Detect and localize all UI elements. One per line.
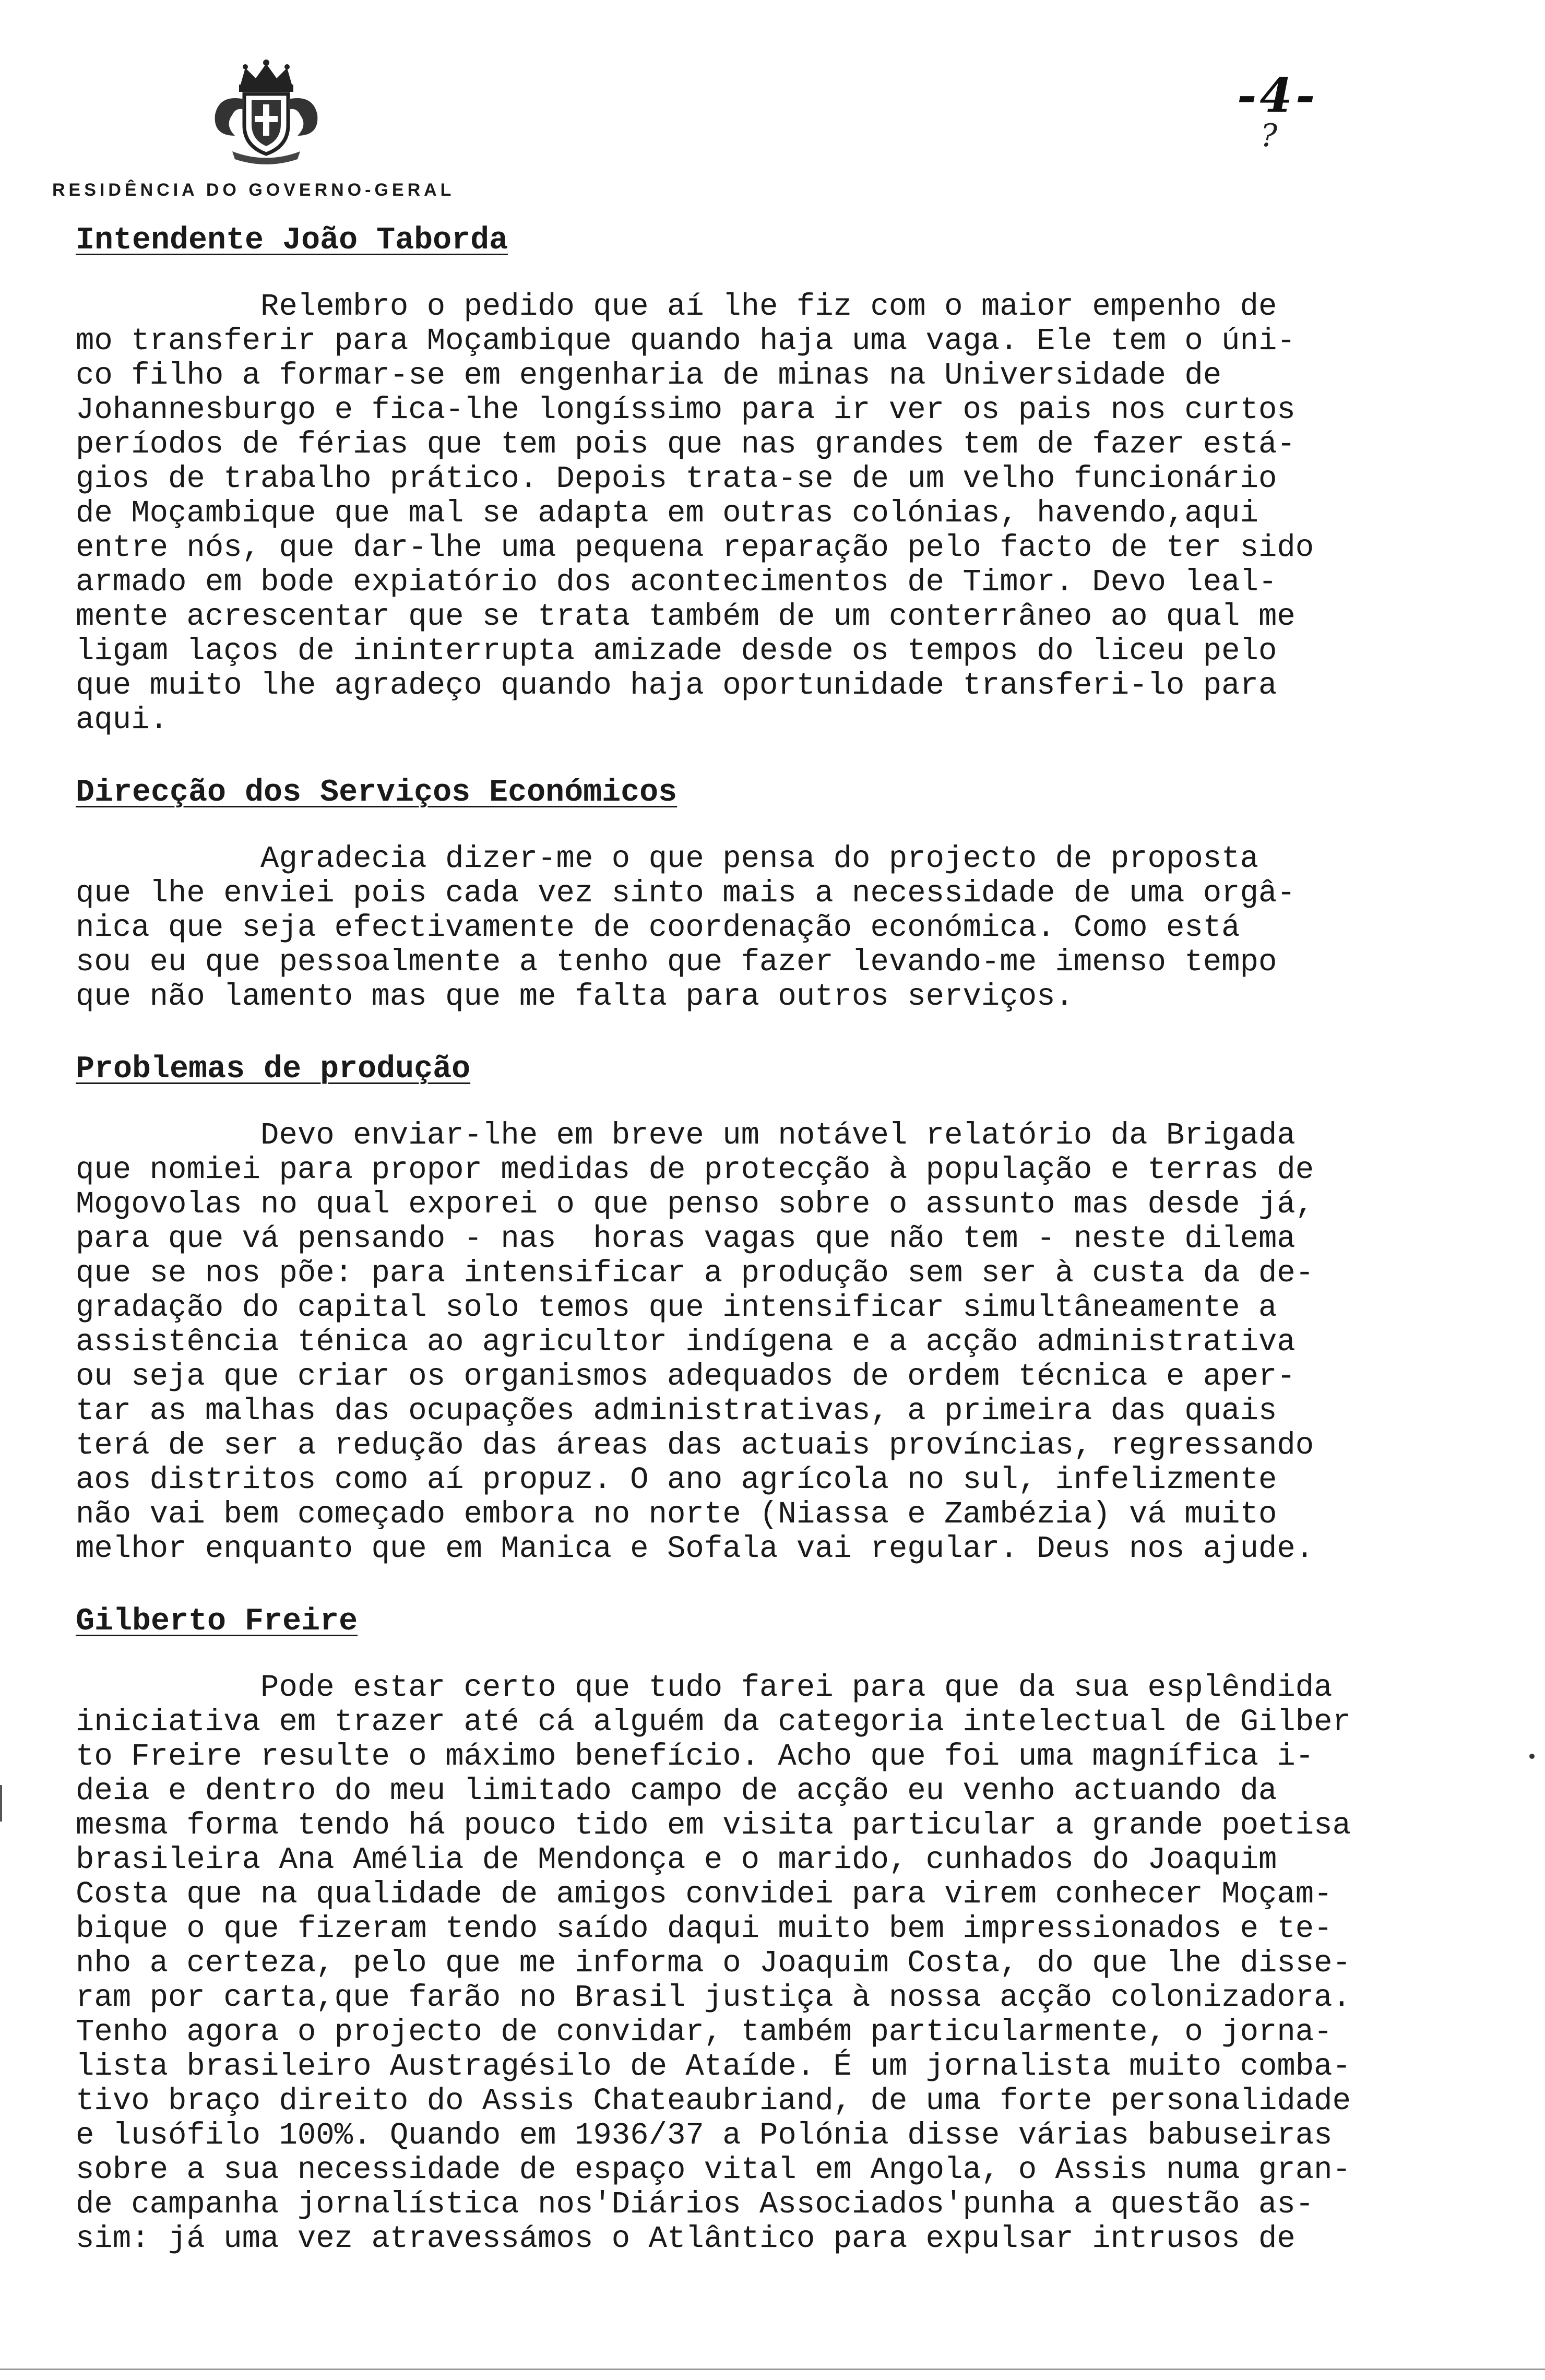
margin-tick bbox=[0, 1785, 2, 1822]
text-line: Costa que na qualidade de amigos convidei para virem conhecer Moçam- bbox=[76, 1877, 1333, 1912]
text-line: brasileira Ana Amélia de Mendonça e o marido, cunhados do Joaquim bbox=[76, 1842, 1277, 1877]
text-line: tivo braço direito do Assis Chateaubriand, de uma forte personalidade bbox=[76, 2084, 1351, 2119]
text-line: Tenho agora o projecto de convidar, também particularmente, o jorna- bbox=[76, 2015, 1333, 2050]
text-line: terá de ser a redução das áreas das actuais províncias, regressando bbox=[76, 1428, 1314, 1463]
section-heading: Problemas de produção bbox=[76, 1052, 471, 1087]
text-line: co filho a formar-se em engenharia de minas na Universidade de bbox=[76, 358, 1222, 393]
section-servicos-economicos bbox=[76, 774, 1485, 1014]
section-paragraph bbox=[76, 1118, 1485, 1566]
text-line: tar as malhas das ocupações administrativas, a primeira das quais bbox=[76, 1394, 1277, 1429]
text-line: armado em bode expiatório dos acontecimentos de Timor. Devo leal- bbox=[76, 565, 1277, 600]
text-line: para que vá pensando - nas horas vagas que não tem - neste dilema bbox=[76, 1221, 1296, 1256]
section-paragraph bbox=[76, 842, 1485, 1014]
text-line: Pode estar certo que tudo farei para que da sua esplêndida bbox=[76, 1670, 1333, 1705]
text-line: que muito lhe agradeço quando haja oportunidade transferi-lo para bbox=[76, 668, 1277, 703]
letterhead-title: RESIDÊNCIA DO GOVERNO-GERAL bbox=[52, 180, 455, 200]
coat-of-arms-icon bbox=[204, 57, 329, 167]
text-line: gradação do capital solo temos que intensificar simultâneamente a bbox=[76, 1290, 1277, 1325]
section-heading: Gilberto Freire bbox=[76, 1604, 358, 1639]
letter-body bbox=[76, 222, 1485, 2256]
text-line: de campanha jornalística nos'Diários Associados'punha a questão as- bbox=[76, 2187, 1314, 2222]
margin-dot bbox=[1529, 1754, 1535, 1759]
text-line: aqui. bbox=[76, 703, 169, 737]
text-line: sim: já uma vez atravessámos o Atlântico para expulsar intrusos de bbox=[76, 2221, 1296, 2256]
page-number: -4- bbox=[1237, 68, 1318, 123]
text-line: nho a certeza, pelo que me informa o Joaquim Costa, do que lhe disse- bbox=[76, 1946, 1351, 1981]
text-line: sou eu que pessoalmente a tenho que fazer levando-me imenso tempo bbox=[76, 945, 1277, 980]
text-line: Johannesburgo e fica-lhe longíssimo para ir ver os pais nos curtos bbox=[76, 392, 1296, 427]
text-line: sobre a sua necessidade de espaço vital em Angola, o Assis numa gran- bbox=[76, 2152, 1351, 2187]
text-line: ou seja que criar os organismos adequados de ordem técnica e aper- bbox=[76, 1359, 1296, 1394]
text-line: iniciativa em trazer até cá alguém da categoria intelectual de Gilber bbox=[76, 1705, 1351, 1740]
text-line: de Moçambique que mal se adapta em outras colónias, havendo,aqui bbox=[76, 496, 1258, 531]
text-line: que nomiei para propor medidas de protecção à população e terras de bbox=[76, 1152, 1314, 1187]
section-heading: Direcção dos Serviços Económicos bbox=[76, 775, 678, 811]
text-line: Relembro o pedido que aí lhe fiz com o maior empenho de bbox=[76, 289, 1277, 324]
text-line: to Freire resulte o máximo benefício. Acho que foi uma magnífica i- bbox=[76, 1739, 1314, 1774]
text-line: ram por carta,que farão no Brasil justiça à nossa acção colonizadora. bbox=[76, 1980, 1351, 2015]
section-gilberto-freire bbox=[76, 1603, 1485, 2256]
text-line: que não lamento mas que me falta para outros serviços. bbox=[76, 979, 1074, 1014]
section-intendente bbox=[76, 222, 1485, 737]
text-line: gios de trabalho prático. Depois trata-se de um velho funcionário bbox=[76, 461, 1277, 496]
text-line: assistência ténica ao agricultor indígena e a acção administrativa bbox=[76, 1325, 1296, 1360]
handwritten-margin-mark: ? bbox=[1261, 117, 1278, 154]
text-line: bique o que fizeram tendo saído daqui muito bem impressionados e te- bbox=[76, 1911, 1333, 1946]
section-problemas-producao bbox=[76, 1051, 1485, 1566]
text-line: não vai bem começado embora no norte (Niassa e Zambézia) vá muito bbox=[76, 1497, 1277, 1532]
text-line: mente acrescentar que se trata também de um conterrâneo ao qual me bbox=[76, 599, 1296, 634]
text-line: mo transferir para Moçambique quando haja uma vaga. Ele tem o úni- bbox=[76, 324, 1296, 359]
text-line: nica que seja efectivamente de coordenação económica. Como está bbox=[76, 910, 1240, 945]
text-line: entre nós, que dar-lhe uma pequena reparação pelo facto de ter sido bbox=[76, 530, 1314, 565]
section-paragraph bbox=[76, 290, 1485, 737]
section-paragraph bbox=[76, 1671, 1485, 2256]
text-line: aos distritos como aí propuz. O ano agrícola no sul, infelizmente bbox=[76, 1462, 1277, 1497]
text-line: deia e dentro do meu limitado campo de acção eu venho actuando da bbox=[76, 1774, 1277, 1808]
section-heading: Intendente João Taborda bbox=[76, 223, 508, 258]
page-bottom-edge bbox=[0, 2369, 1545, 2370]
text-line: Agradecia dizer-me o que pensa do projecto de proposta bbox=[76, 841, 1258, 876]
text-line: períodos de férias que tem pois que nas grandes tem de fazer está- bbox=[76, 427, 1296, 462]
text-line: lista brasileiro Austragésilo de Ataíde. É um jornalista muito comba- bbox=[76, 2049, 1351, 2084]
text-line: melhor enquanto que em Manica e Sofala vai regular. Deus nos ajude. bbox=[76, 1531, 1314, 1566]
text-line: mesma forma tendo há pouco tido em visita particular a grande poetisa bbox=[76, 1808, 1351, 1843]
text-line: Mogovolas no qual exporei o que penso sobre o assunto mas desde já, bbox=[76, 1187, 1314, 1222]
text-line: ligam laços de ininterrupta amizade desde os tempos do liceu pelo bbox=[76, 634, 1277, 669]
text-line: que se nos põe: para intensificar a produção sem ser à custa da de- bbox=[76, 1256, 1314, 1291]
text-line: que lhe enviei pois cada vez sinto mais a necessidade de uma orgâ- bbox=[76, 876, 1296, 911]
text-line: e lusófilo 100%. Quando em 1936/37 a Polónia disse várias babuseiras bbox=[76, 2118, 1333, 2153]
text-line: Devo enviar-lhe em breve um notável relatório da Brigada bbox=[76, 1118, 1296, 1153]
